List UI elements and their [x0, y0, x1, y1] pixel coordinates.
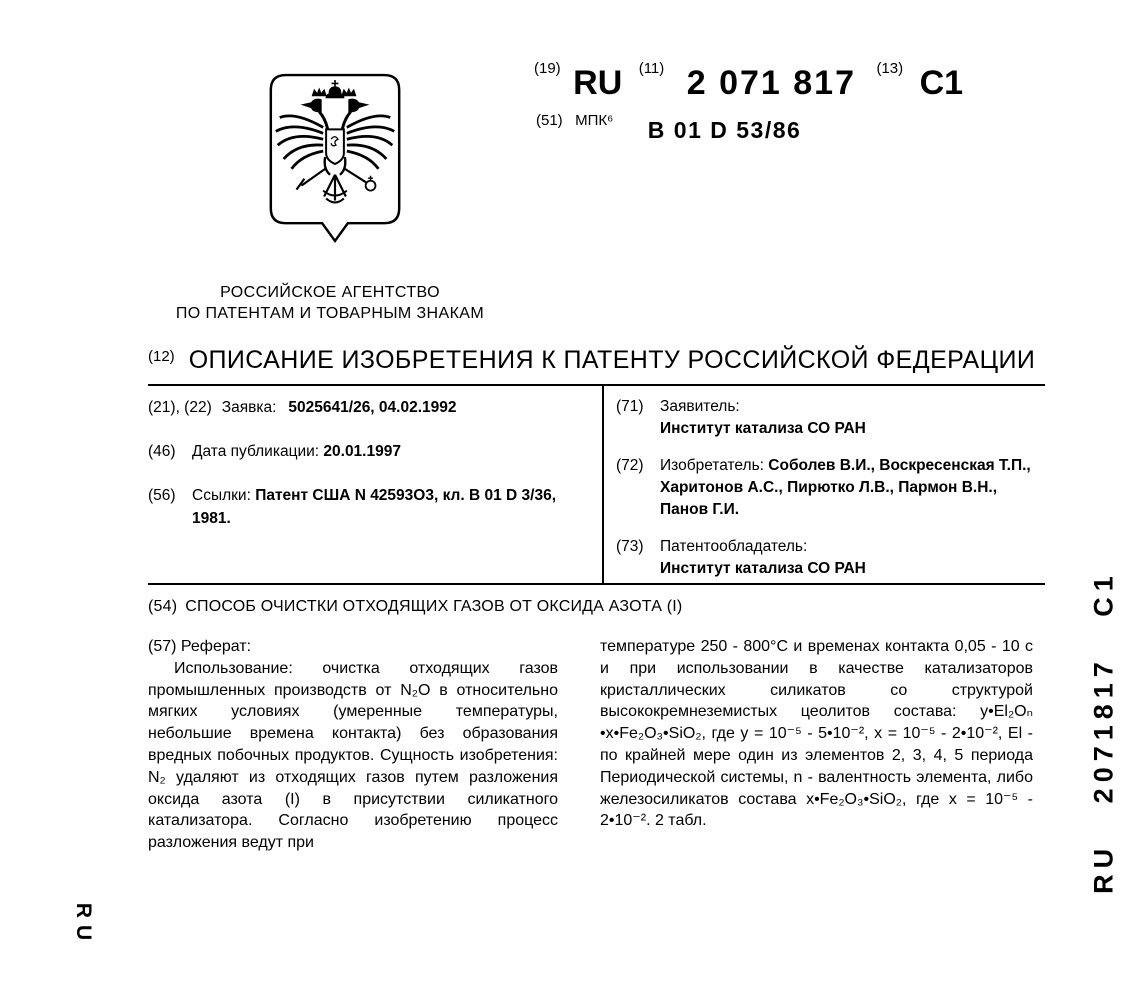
abstract-text-right: температуре 250 - 800°С и временах контакта 0,05 - 10 с и при использовании в качестве катализаторов кристаллических силикатов со структурой высококремнеземистых цеолитов состава: y•El₂Oₙ •x•Fe₂O₃•SiO₂, где y = 10⁻⁵ - 5•10⁻², x = 10⁻⁵ - 2•10⁻², El - по крайней мере один из элементов 2, 3, 4, 5 периода Периодической системы, n - валентность элемента, либо железосиликатов состава x•Fe₂O₃•SiO₂, где x = 10⁻⁵ - 2•10⁻². 2 табл.: [600, 638, 1033, 830]
field-value: 20.01.1997: [323, 443, 401, 460]
eagle-figure: [276, 80, 395, 202]
field-value: Патент США N 42593O3, кл. B 01 D 3/36, 1981.: [192, 487, 557, 527]
column-divider: [602, 386, 604, 583]
inid-code-46: (46): [148, 443, 176, 460]
publication-number-row: [534, 60, 963, 100]
inid-code-19: (19): [534, 60, 561, 77]
right-edge-label: [1078, 512, 1130, 952]
country-code: RU: [573, 64, 623, 102]
field-value: 5025641/26, 04.02.1992: [288, 399, 457, 416]
field-label: Заявитель:: [660, 398, 740, 415]
right-edge-publication-code: RU 2071817 C1: [1088, 570, 1119, 894]
double-headed-eagle-icon: [256, 60, 414, 256]
field-label: Ссылки:: [192, 487, 251, 504]
inid-code-13: (13): [876, 60, 904, 77]
invention-title: СПОСОБ ОЧИСТКИ ОТХОДЯЩИХ ГАЗОВ ОТ ОКСИДА АЗОТА (I): [185, 598, 683, 615]
biblio-right-column: [616, 396, 1038, 595]
abstract-label: Реферат:: [180, 638, 252, 655]
abstract-text-left: Использование: очистка отходящих газов промышленных производств от N₂O в относительно мягких условиях (умеренные температуры, небольшие времена контакта) без образования вредных побочных продуктов. Сущность изобретения: N₂ удаляют из отходящих газов путем разложения оксида азота (I) в присутствии силикатного катализатора. Согласно изобретению процесс разложения ведут при: [148, 659, 558, 852]
inid-code-51: (51): [536, 112, 563, 129]
field-value: Институт катализа СО РАН: [660, 420, 866, 437]
field-inventors: [616, 455, 1038, 521]
kind-code: C1: [919, 64, 964, 102]
inid-code-12: (12): [148, 348, 175, 365]
bottom-left-country-code: RU: [72, 902, 95, 948]
coat-of-arms-emblem: [256, 60, 414, 256]
field-patent-holder: [616, 536, 1038, 580]
inid-code-57: (57): [148, 638, 177, 655]
inid-code-21-22: (21), (22): [148, 399, 212, 416]
ipc-row: [536, 112, 801, 144]
inid-code-54: (54): [148, 598, 178, 615]
abstract-label-row: [148, 636, 558, 658]
document-title-row: [148, 346, 1035, 375]
field-application: [148, 396, 593, 419]
invention-title-row: [148, 598, 682, 616]
document-title: ОПИСАНИЕ ИЗОБРЕТЕНИЯ К ПАТЕНТУ РОССИЙСКОЙ ФЕДЕРАЦИИ: [188, 346, 1036, 374]
ipc-label: МПК⁶: [575, 112, 614, 129]
field-label: Дата публикации:: [192, 443, 320, 460]
biblio-left-column: [148, 396, 593, 551]
horizontal-rule-top: [148, 384, 1045, 386]
inid-code-11: (11): [638, 60, 665, 77]
agency-line-2: ПО ПАТЕНТАМ И ТОВАРНЫМ ЗНАКАМ: [175, 305, 485, 322]
field-value: Институт катализа СО РАН: [660, 560, 866, 577]
field-publication-date: [148, 440, 593, 463]
field-applicant: [616, 396, 1038, 440]
field-references: [148, 484, 593, 530]
inid-code-56: (56): [148, 487, 176, 504]
inid-code-73: (73): [616, 538, 644, 555]
publication-number: 2 071 817: [686, 64, 856, 102]
field-label: Патентообладатель:: [660, 538, 808, 555]
abstract-right-column: [600, 636, 1033, 832]
inid-code-71: (71): [616, 398, 644, 415]
agency-line-1: РОССИЙСКОЕ АГЕНТСТВО: [220, 284, 440, 301]
abstract-left-column: [148, 636, 558, 854]
field-value: Соболев В.И., Воскресенская Т.П., Харитонов А.С., Пирютко Л.В., Пармон В.Н., Панов Г.И.: [660, 457, 1031, 518]
agency-name: [128, 282, 532, 324]
field-label: Заявка:: [221, 399, 277, 416]
ipc-class: B 01 D 53/86: [647, 117, 802, 143]
field-label: Изобретатель:: [660, 457, 764, 474]
inid-code-72: (72): [616, 457, 644, 474]
